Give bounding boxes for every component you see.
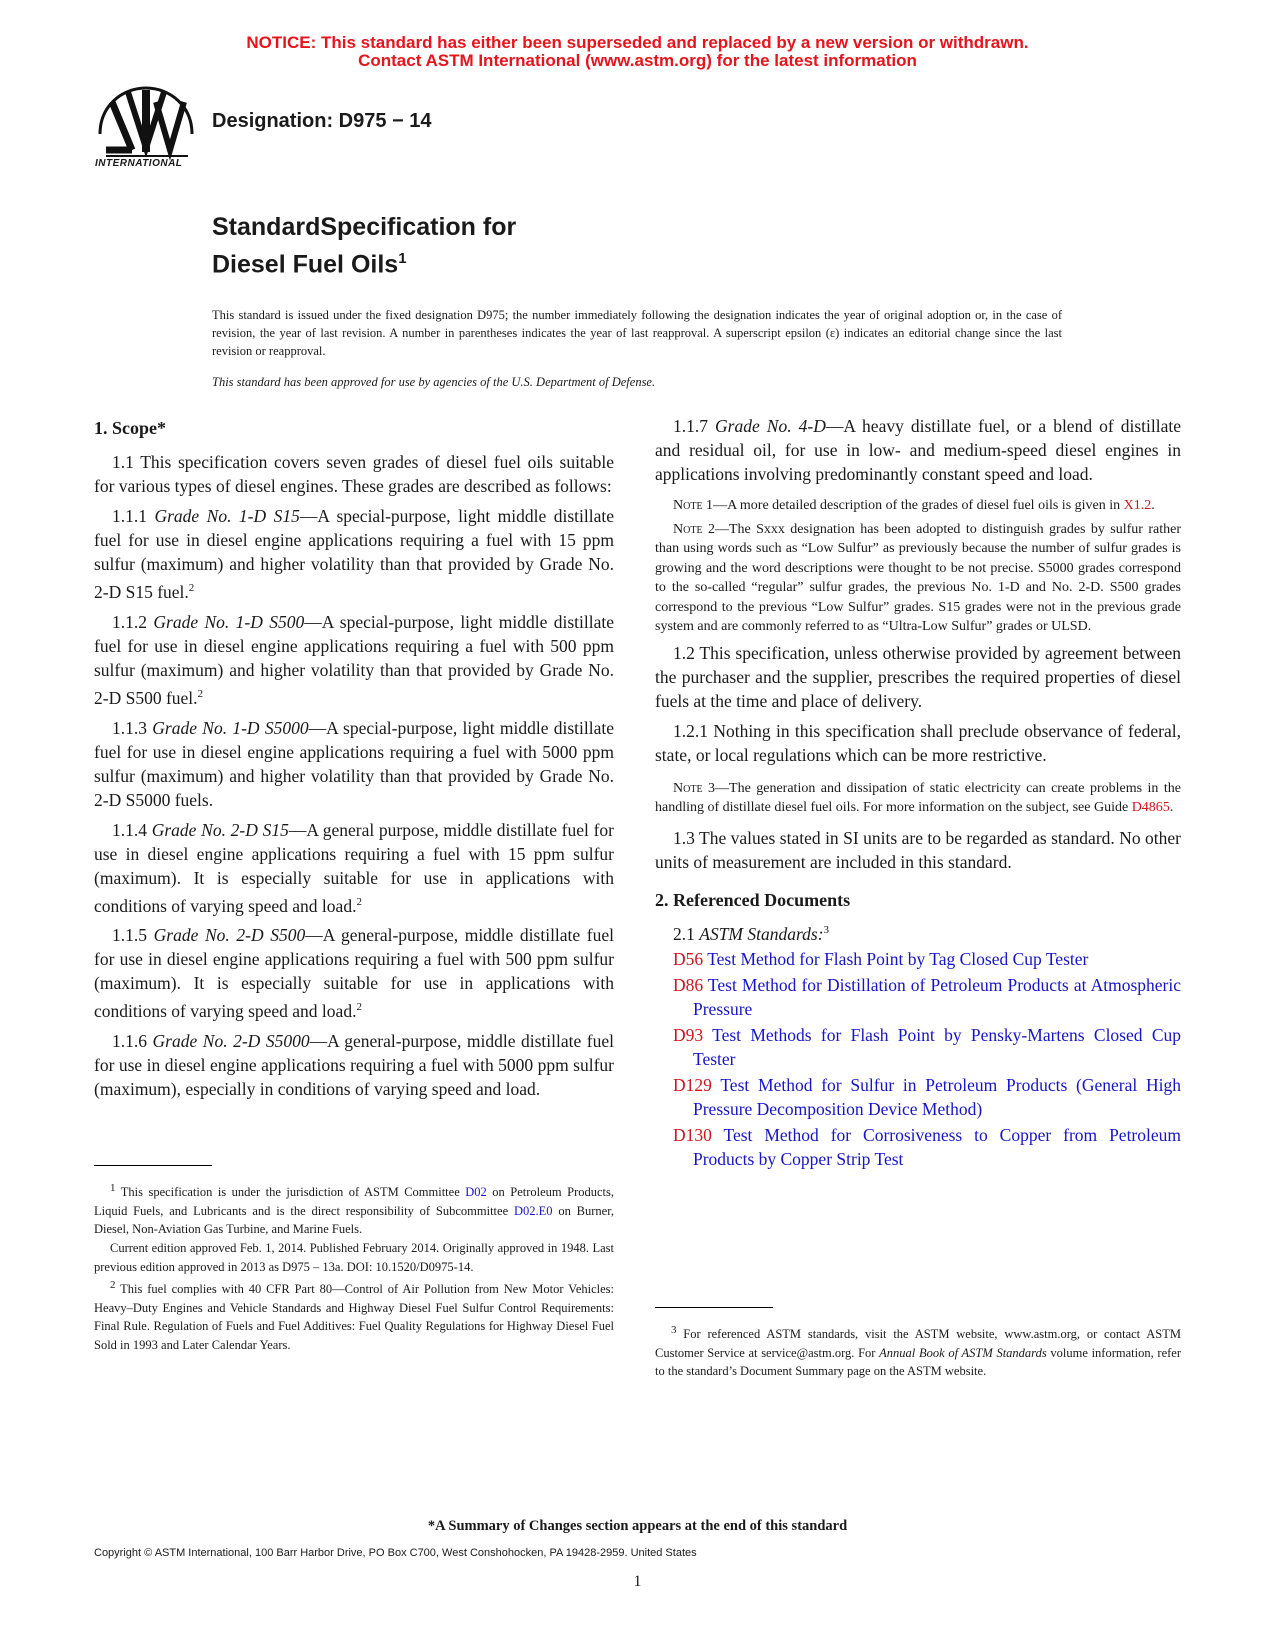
para-num: 1.1.2 bbox=[112, 611, 147, 632]
preamble: This standard is issued under the fixed designation D975; the number immediately following the designation indicates the year of original adoption or, in the case of revision, the year of last revision. A number in parentheses indicates the year of last reapproval. A superscript epsilon (ε) indicates an editorial change since the last revision or reapproval. bbox=[212, 308, 1062, 358]
left-column bbox=[94, 416, 614, 1107]
footnote-mark: 2 bbox=[197, 687, 204, 700]
note-text: —The generation and dissipation of static electricity can create problems in the handling of distillate diesel fuel oils. For more information on the subject, see Guide bbox=[655, 780, 1181, 815]
footnote-mark: 2 bbox=[356, 1001, 362, 1014]
para-num: 1.1.7 bbox=[673, 416, 708, 436]
grade-text: —A special-purpose, light middle distillate fuel for use in diesel engine applications requiring a fuel with 15 ppm sulfur (maximum) and higher volatility than that provided by Grade No. 2-D S15 fuel. bbox=[94, 506, 615, 602]
para-1-1-7 bbox=[655, 414, 1181, 486]
reference-code[interactable]: D130 bbox=[673, 1125, 712, 1146]
para-1-1-2 bbox=[94, 610, 614, 710]
para-1-1-1 bbox=[94, 504, 614, 604]
title-line2 bbox=[212, 243, 516, 280]
reference-title[interactable]: Test Method for Corrosiveness to Copper from Petroleum Products by Copper Strip Test bbox=[693, 1125, 1181, 1170]
page-title bbox=[212, 212, 516, 280]
grade-name: Grade No. 2-D S5000 bbox=[152, 1031, 310, 1052]
note-label: Note 2 bbox=[673, 521, 715, 537]
para-num: 2.1 bbox=[673, 923, 695, 944]
page-number: 1 bbox=[633, 1573, 642, 1590]
note-end: . bbox=[1151, 498, 1155, 513]
x1-2-link[interactable]: X1.2 bbox=[1123, 498, 1152, 513]
withdrawn-notice-line1: NOTICE: This standard has either been superseded and replaced by a new version or withdrawn. bbox=[246, 33, 1029, 52]
grade-name: Grade No. 2-D S500 bbox=[153, 925, 306, 946]
para-num: 1.1.4 bbox=[112, 819, 147, 840]
grade-name: Grade No. 1-D S500 bbox=[153, 611, 305, 632]
reference-code[interactable]: D56 bbox=[673, 949, 704, 970]
footnote-text: This specification is under the jurisdiction of ASTM Committee bbox=[115, 1185, 466, 1200]
grade-name: Grade No. 4-D bbox=[715, 416, 826, 436]
footnote-mark: 1 bbox=[110, 1182, 116, 1194]
note-text: —The Sxxx designation has been adopted to distinguish grades by sulfur rather than using words such as “Low Sulfur” as previously because the number of sulfur grades is growing and the word descriptions were thought to be not precise. S5000 grades correspond to the so-called “regular” sulfur grades, the previous No. 1-D and No. 2-D. S500 grades correspond to the previous “Low Sulfur” grades. S15 grades were not in the previous grade system and are commonly referred to as “Ultra-Low Sulfur” grades or ULSD. bbox=[655, 521, 1181, 634]
copyright: Copyright © ASTM International, 100 Barr Harbor Drive, PO Box C700, West Conshohocken, PA 19428-2959. United States bbox=[94, 1547, 697, 1559]
footnote-mark: 2 bbox=[110, 1279, 116, 1292]
footnote-text: on Petroleum Products, Liquid Fuels, and Lubricants and is the direct responsibility of Subcommittee bbox=[94, 1185, 614, 1218]
note-end: . bbox=[1169, 800, 1174, 815]
footnote-2 bbox=[94, 1276, 614, 1355]
summary-of-changes-note: *A Summary of Changes section appears at the end of this standard bbox=[427, 1518, 848, 1534]
reference-item[interactable] bbox=[673, 1073, 1181, 1121]
reference-title[interactable]: Test Method for Distillation of Petroleum Products at Atmospheric Pressure bbox=[693, 975, 1181, 1020]
grade-text: —A special-purpose, light middle distillate fuel for use in diesel engine applications requiring a fuel with 5000 ppm sulfur (maximum) and higher volatility than that provided by Grade No. 2-D S5000 fuels. bbox=[94, 717, 615, 810]
dod-approval-note: This standard has been approved for use by agencies of the U.S. Department of Defense. bbox=[212, 375, 656, 389]
para-1-1-3 bbox=[94, 716, 614, 812]
note-label: Note 1 bbox=[673, 498, 714, 513]
scope-heading: 1. Scope* bbox=[94, 418, 166, 438]
para-num: 1.1.1 bbox=[112, 506, 147, 526]
reference-code[interactable]: D129 bbox=[673, 1075, 712, 1096]
title-line2-text: Diesel Fuel Oils bbox=[212, 250, 399, 279]
para-num: 1.1.3 bbox=[112, 717, 147, 738]
grade-text: —A special-purpose, light middle distillate fuel for use in diesel engine applications requiring a fuel with 500 ppm sulfur (maximum) and higher volatility than that provided by Grade No. 2-D S500 fuel. bbox=[94, 611, 615, 708]
reference-item[interactable] bbox=[673, 973, 1181, 1021]
grade-name: Grade No. 2-D S15 bbox=[151, 819, 289, 840]
reference-item[interactable] bbox=[673, 947, 1181, 971]
note-label: Note 3 bbox=[673, 780, 716, 796]
footnote-mark: 2 bbox=[356, 895, 362, 908]
para-1-3: 1.3 The values stated in SI units are to be regarded as standard. No other units of measurement are included in this standard. bbox=[655, 827, 1181, 872]
footnote-mark: 2 bbox=[188, 582, 195, 594]
right-footnotes bbox=[655, 1321, 1181, 1381]
grade-text: —A heavy distillate fuel, or a blend of distillate and residual oil, for use in low- and medium-speed diesel engines in applications involving predominantly constant speed and load. bbox=[655, 416, 1181, 484]
reference-title[interactable]: Test Method for Sulfur in Petroleum Products (General High Pressure Decomposition Device Method) bbox=[693, 1075, 1181, 1120]
footnote-3 bbox=[655, 1321, 1181, 1381]
left-footnotes bbox=[94, 1179, 614, 1355]
para-num: 1.1.6 bbox=[112, 1031, 147, 1052]
grade-name: Grade No. 1-D S15 bbox=[154, 506, 300, 526]
note-1 bbox=[655, 496, 1181, 516]
reference-list bbox=[655, 947, 1181, 1171]
title-line1: StandardSpecification for bbox=[212, 213, 517, 241]
footnote-1-edition: Current edition approved Feb. 1, 2014. Published February 2014. Originally approved in 1948. Last previous edition approved in 2013 as D975 – 13a. DOI: 10.1520/D0975-14. bbox=[94, 1240, 614, 1274]
footnote-mark: 3 bbox=[671, 1324, 677, 1336]
footnote-text: volume information, refer to the standard’s Document Summary page on the ASTM website. bbox=[655, 1345, 1181, 1379]
footnote-italic: Annual Book of ASTM Standards bbox=[879, 1345, 1047, 1360]
note-2 bbox=[655, 520, 1181, 637]
grade-text: —A general-purpose, middle distillate fuel for use in diesel engine applications requiring a fuel with 500 ppm sulfur (maximum). It is especially suitable for use in applications with conditions of varying speed and load. bbox=[94, 925, 615, 1022]
committee-link[interactable]: D02 bbox=[465, 1185, 487, 1200]
logo-caption: INTERNATIONAL bbox=[95, 158, 183, 169]
para-1-1: 1.1 This specification covers seven grades of diesel fuel oils suitable for various types of diesel engines. These grades are described as follows: bbox=[94, 452, 614, 496]
note-text: —A more detailed description of the grades of diesel fuel oils is given in bbox=[713, 498, 1124, 513]
referenced-documents-heading: 2. Referenced Documents bbox=[655, 889, 851, 910]
reference-code[interactable]: D93 bbox=[673, 1025, 704, 1046]
footnote-text: For referenced ASTM standards, visit the ASTM website, www.astm.org, or contact ASTM Customer Service at service@astm.org. For bbox=[655, 1327, 1181, 1360]
reference-code[interactable]: D86 bbox=[673, 975, 704, 996]
para-2-1 bbox=[655, 918, 1181, 946]
d4865-link[interactable]: D4865 bbox=[1131, 800, 1170, 815]
reference-title[interactable]: Test Method for Flash Point by Tag Closed Cup Tester bbox=[703, 949, 1089, 970]
para-1-1-4 bbox=[94, 818, 614, 918]
withdrawn-notice-line2: Contact ASTM International (www.astm.org) for the latest information bbox=[358, 51, 917, 70]
para-1-1-5 bbox=[94, 923, 614, 1023]
note-3 bbox=[655, 779, 1181, 818]
para-1-1-6 bbox=[94, 1029, 614, 1101]
footnote-rule bbox=[94, 1165, 212, 1166]
title-footnote-mark: 1 bbox=[398, 250, 407, 267]
para-1-2: 1.2 This specification, unless otherwise provided by agreement between the purchaser and the supplier, prescribes the required properties of diesel fuels at the time and place of delivery. bbox=[655, 642, 1181, 711]
designation: Designation: D975 − 14 bbox=[212, 110, 432, 132]
para-num: 1.1.5 bbox=[112, 925, 147, 946]
grade-text: —A general purpose, middle distillate fuel for use in diesel engine applications requiring a fuel with 15 ppm sulfur (maximum). It is especially suitable for use in applications with conditions of varying speed and load. bbox=[94, 819, 615, 916]
footnote-text: This fuel complies with 40 CFR Part 80—Control of Air Pollution from New Motor Vehicles: Heavy–Duty Engines and Vehicle Standards and Highway Diesel Fuel Sulfur Control Requirements: Final Rule. Regulation of Fuels and Fuel Additives: Fuel Quality Regulations for Highway Diesel Fuel Sold in 1993 and Later Calendar Years. bbox=[94, 1282, 614, 1353]
footnote-mark: 3 bbox=[823, 923, 830, 936]
footnote-text: on Burner, Diesel, Non-Aviation Gas Turbine, and Marine Fuels. bbox=[94, 1203, 614, 1237]
footnote-1 bbox=[94, 1179, 614, 1239]
footnote-rule bbox=[655, 1307, 773, 1308]
reference-item[interactable] bbox=[673, 1023, 1181, 1071]
reference-title[interactable]: Test Methods for Flash Point by Pensky-Martens Closed Cup Tester bbox=[693, 1025, 1181, 1070]
grade-name: Grade No. 1-D S5000 bbox=[152, 717, 309, 738]
para-1-2-1: 1.2.1 Nothing in this specification shall preclude observance of federal, state, or local regulations which can be more restrictive. bbox=[655, 720, 1181, 765]
reference-item[interactable] bbox=[673, 1123, 1181, 1171]
grade-text: —A general-purpose, middle distillate fuel for use in diesel engine applications requiring a fuel with 5000 ppm sulfur (maximum), especially in conditions of varying speed and load. bbox=[94, 1031, 615, 1100]
astm-standards-label: ASTM Standards: bbox=[699, 923, 824, 944]
subcommittee-link[interactable]: D02.E0 bbox=[513, 1203, 553, 1218]
right-column bbox=[655, 414, 1181, 1173]
